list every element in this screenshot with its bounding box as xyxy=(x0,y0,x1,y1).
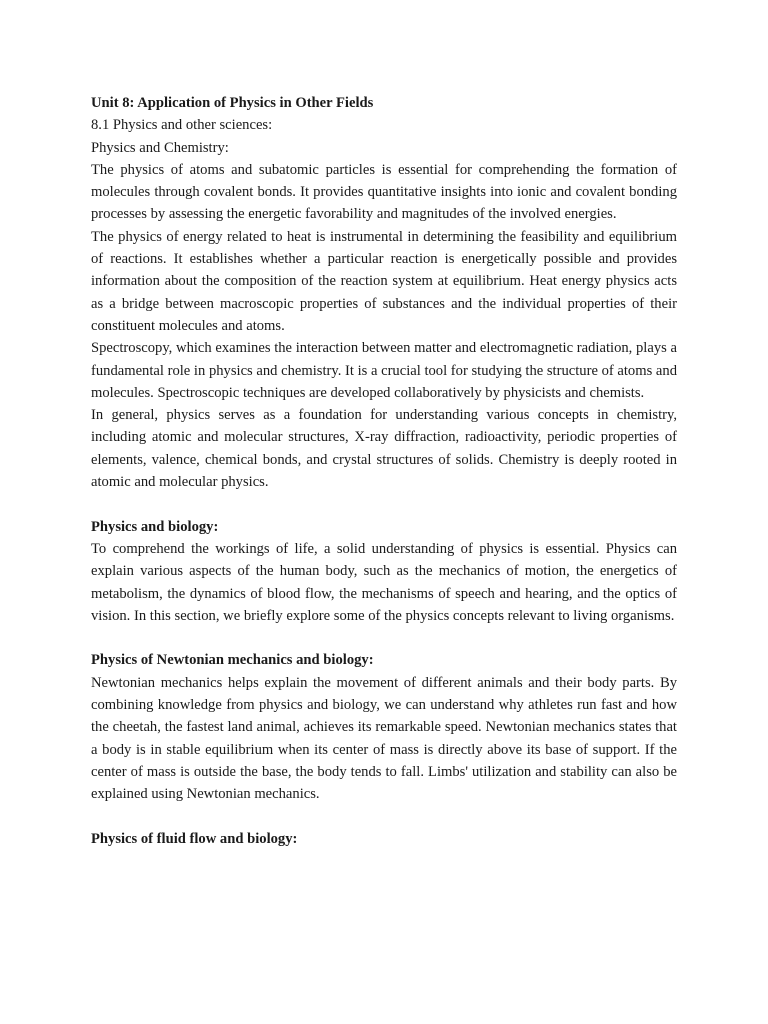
chemistry-heading: Physics and Chemistry: xyxy=(91,139,229,156)
newtonian-paragraph: Newtonian mechanics helps explain the movement of different animals and their body parts. By combining knowledge from physics and biology, we can understand why athletes run fast and how the cheetah, the fastest land animal, achieves its remarkable speed. Newtonian mechanics states that a body is in stable equilibrium when its center of mass is directly above its base of support. If the center of mass is outside the base, the body tends to fall. Limbs' utilization and stability can also be explained using Newtonian mechanics. xyxy=(91,674,677,803)
fluid-heading: Physics of fluid flow and biology: xyxy=(91,830,298,847)
chemistry-paragraph-1: The physics of atoms and subatomic particles is essential for comprehending the formation of molecules through covalent bonds. It provides quantitative insights into ionic and covalent bonding processes by assessing the energetic favorability and magnitudes of the involved energies. xyxy=(91,161,677,223)
biology-heading: Physics and biology: xyxy=(91,518,219,535)
paragraph-spacer xyxy=(91,806,677,828)
section-title: 8.1 Physics and other sciences: xyxy=(91,117,273,134)
biology-paragraph: To comprehend the workings of life, a solid understanding of physics is essential. Physics can explain various aspects of the human body, such as the mechanics of motion, the energetics of metabolism, the dynamics of blood flow, the mechanisms of speech and hearing, and the optics of vision. In this section, we briefly explore some of the physics concepts relevant to living organisms. xyxy=(91,540,677,624)
chemistry-paragraph-4: In general, physics serves as a foundation for understanding various concepts in chemistry, including atomic and molecular structures, X-ray diffraction, radioactivity, periodic properties of elements, valence, chemical bonds, and crystal structures of solids. Chemistry is deeply rooted in atomic and molecular physics. xyxy=(91,407,677,491)
chemistry-paragraph-3: Spectroscopy, which examines the interaction between matter and electromagnetic radiation, plays a fundamental role in physics and chemistry. It is a crucial tool for studying the structure of atoms and molecules. Spectroscopic techniques are developed collaboratively by physicists and chemists. xyxy=(91,340,677,401)
document-page xyxy=(91,92,677,850)
chemistry-paragraph-2: The physics of energy related to heat is instrumental in determining the feasibility and equilibrium of reactions. It establishes whether a particular reaction is energetically possible and provides information about the composition of the reaction system at equilibrium. Heat energy physics acts as a bridge between macroscopic properties of substances and the individual properties of their constituent molecules and atoms. xyxy=(91,228,677,334)
unit-title: Unit 8: Application of Physics in Other Fields xyxy=(91,95,374,111)
paragraph-spacer xyxy=(91,493,677,515)
newtonian-heading: Physics of Newtonian mechanics and biology: xyxy=(91,652,374,669)
paragraph-spacer xyxy=(91,627,677,649)
